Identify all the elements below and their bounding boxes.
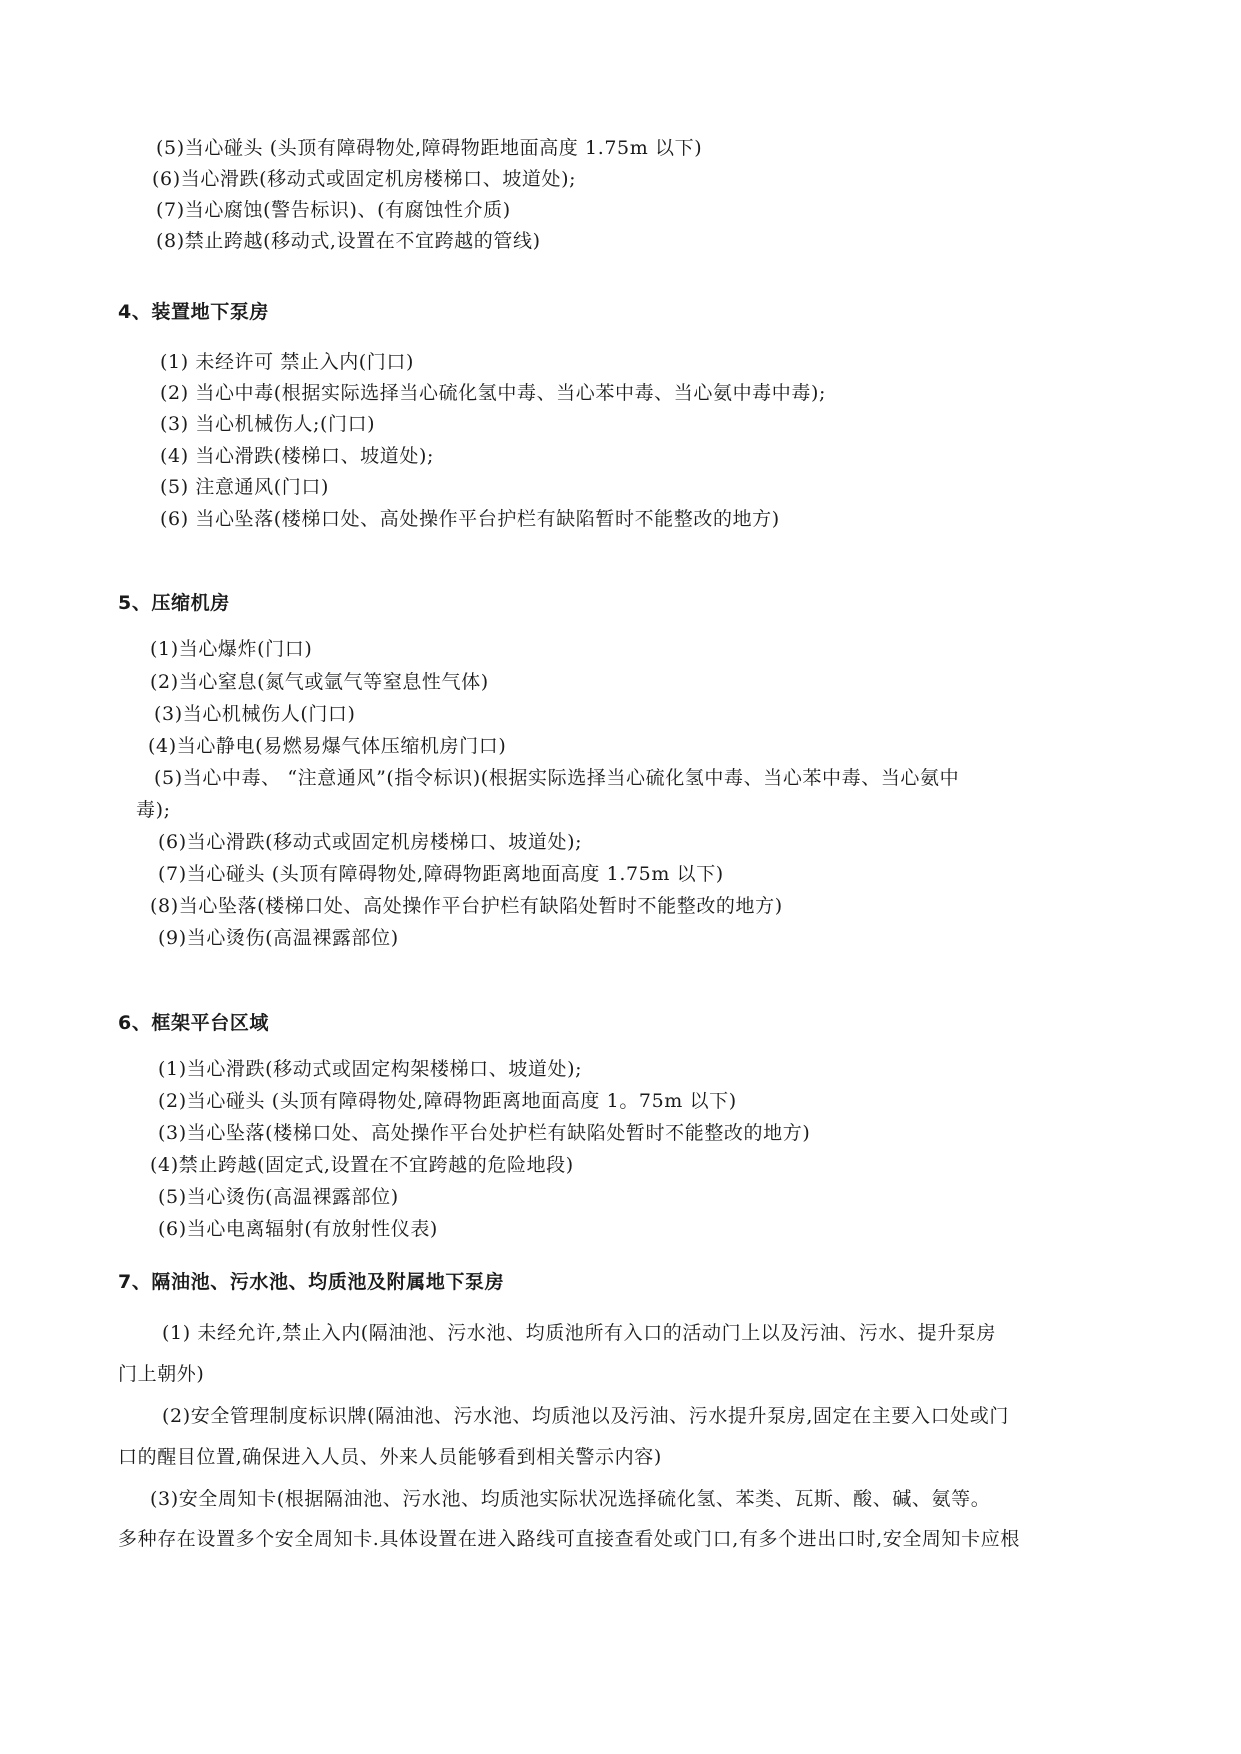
paragraph-line: (1) 未经允许,禁止入内(隔油池、污水池、均质池所有入口的活动门上以及污油、污水、提升泵房: [162, 1322, 997, 1344]
paragraph-line: (3)安全周知卡(根据隔油池、污水池、均质池实际状况选择硫化氢、苯类、瓦斯、酸、碱、氨等。: [150, 1488, 991, 1510]
list-item: (8)当心坠落(楼梯口处、高处操作平台护栏有缺陷处暂时不能整改的地方): [150, 895, 783, 917]
list-item: (5)当心中毒、 “注意通风”(指令标识)(根据实际选择当心硫化氢中毒、当心苯中毒、当心氨中: [154, 767, 960, 789]
list-item: (5)当心碰头 (头顶有障碍物处,障碍物距地面高度 1.75m 以下): [156, 137, 703, 159]
list-item: (1)当心爆炸(门口): [150, 638, 313, 660]
list-item: (1)当心滑跌(移动式或固定构架楼梯口、坡道处);: [158, 1058, 583, 1080]
list-item: (2)当心窒息(氮气或氩气等窒息性气体): [150, 671, 489, 693]
list-item: (5) 注意通风(门口): [160, 476, 329, 498]
list-item: (4)禁止跨越(固定式,设置在不宜跨越的危险地段): [150, 1154, 574, 1176]
list-item: (6)当心电离辐射(有放射性仪表): [158, 1218, 438, 1240]
list-item: (6) 当心坠落(楼梯口处、高处操作平台护栏有缺陷暂时不能整改的地方): [160, 508, 780, 530]
list-item: (7)当心腐蚀(警告标识)、(有腐蚀性介质): [156, 199, 511, 221]
paragraph-line: 多种存在设置多个安全周知卡.具体设置在进入路线可直接查看处或门口,有多个进出口时,安全周知卡应根: [118, 1528, 1020, 1550]
list-item: (6)当心滑跌(移动式或固定机房楼梯口、坡道处);: [152, 168, 577, 190]
list-item: (1) 未经许可 禁止入内(门口): [160, 351, 415, 373]
section-heading: 5、压缩机房: [118, 592, 230, 614]
list-item: (3)当心机械伤人(门口): [154, 703, 356, 725]
list-item: (2) 当心中毒(根据实际选择当心硫化氢中毒、当心苯中毒、当心氨中毒中毒);: [160, 382, 826, 404]
list-item: (3)当心坠落(楼梯口处、高处操作平台处护栏有缺陷处暂时不能整改的地方): [158, 1122, 811, 1144]
list-item: (4) 当心滑跌(楼梯口、坡道处);: [160, 445, 434, 467]
section-heading: 7、隔油池、污水池、均质池及附属地下泵房: [118, 1271, 505, 1293]
list-item: (7)当心碰头 (头顶有障碍物处,障碍物距离地面高度 1.75m 以下): [158, 863, 724, 885]
list-item: (4)当心静电(易燃易爆气体压缩机房门口): [148, 735, 507, 757]
paragraph-line: 口的醒目位置,确保进入人员、外来人员能够看到相关警示内容): [118, 1446, 662, 1468]
section-heading: 4、装置地下泵房: [118, 301, 270, 323]
list-item: (2)当心碰头 (头顶有障碍物处,障碍物距离地面高度 1。75m 以下): [158, 1090, 737, 1112]
list-item: (5)当心烫伤(高温裸露部位): [158, 1186, 399, 1208]
list-item: (8)禁止跨越(移动式,设置在不宜跨越的管线): [156, 230, 541, 252]
list-item: (3) 当心机械伤人;(门口): [160, 413, 376, 435]
paragraph-line: 门上朝外): [118, 1363, 205, 1385]
list-item: 毒);: [136, 799, 171, 821]
list-item: (6)当心滑跌(移动式或固定机房楼梯口、坡道处);: [158, 831, 583, 853]
paragraph-line: (2)安全管理制度标识牌(隔油池、污水池、均质池以及污油、污水提升泵房,固定在主要入口处或门: [162, 1405, 1009, 1427]
section-heading: 6、框架平台区域: [118, 1012, 270, 1034]
list-item: (9)当心烫伤(高温裸露部位): [158, 927, 399, 949]
